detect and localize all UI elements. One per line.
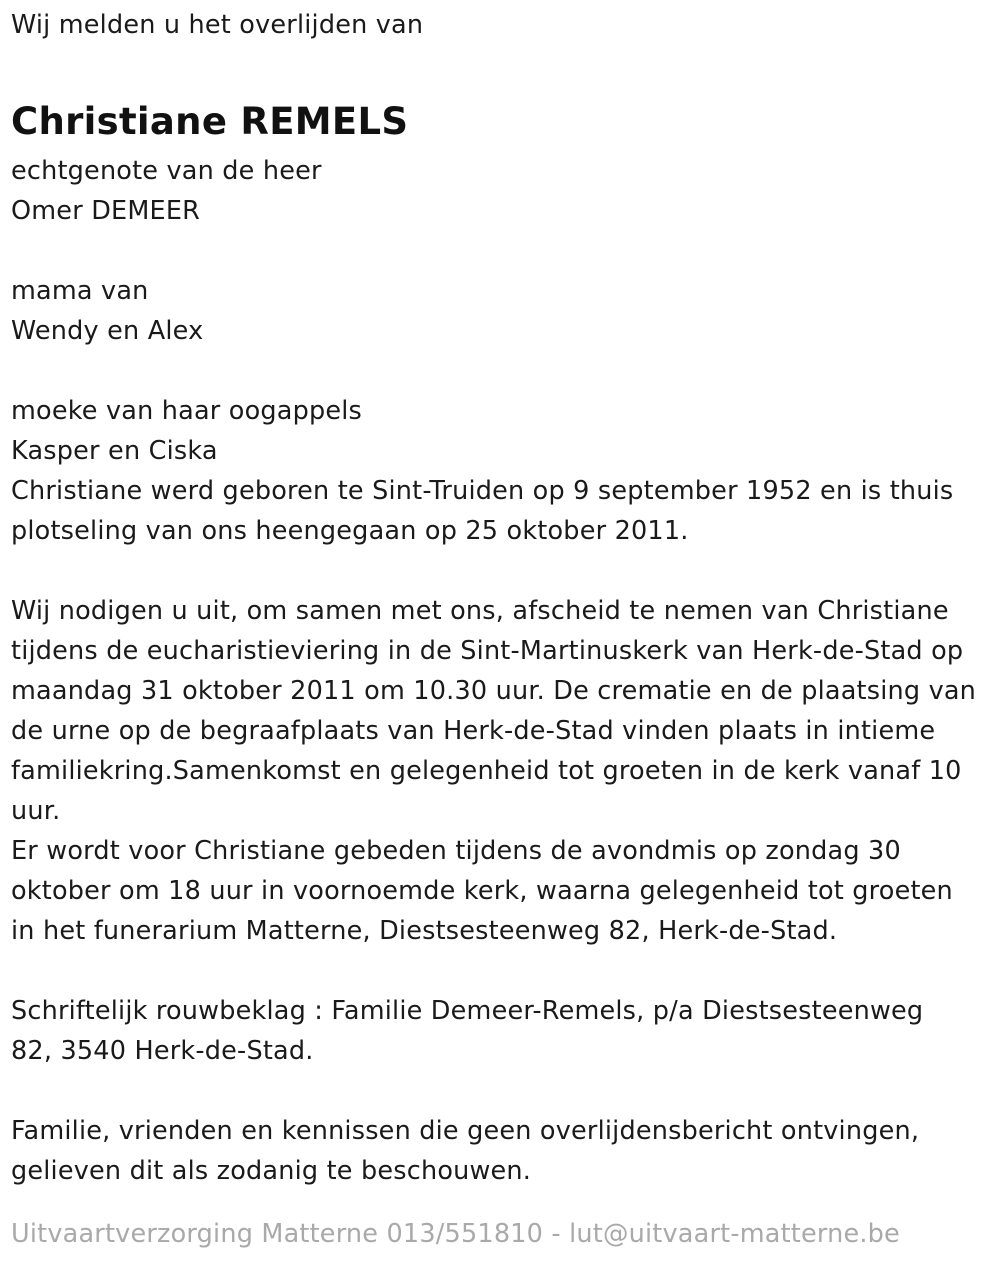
paragraph-line: familiekring.Samenkomst en gelegenheid tot groeten in de kerk vanaf 10 [11, 756, 962, 786]
paragraph-line: de urne op de begraafplaats van Herk-de-Stad vinden plaats in intieme [11, 716, 936, 746]
spacer [11, 231, 991, 271]
paragraph-line: Schriftelijk rouwbeklag : Familie Demeer-Remels, p/a Diestsesteenweg [11, 996, 924, 1026]
grandchildren-relation: moeke van haar oogappels [11, 396, 363, 426]
deceased-name: Christiane REMELS [11, 100, 409, 143]
obituary-notice [11, 0, 991, 1191]
spacer [11, 1071, 991, 1111]
paragraph-line: gelieven dit als zodanig te beschouwen. [11, 1156, 532, 1186]
children-relation: mama van [11, 276, 149, 306]
paragraph-line: Christiane werd geboren te Sint-Truiden op 9 september 1952 en is thuis [11, 476, 954, 506]
paragraph-line: tijdens de eucharistieviering in de Sint-Martinuskerk van Herk-de-Stad op [11, 636, 964, 666]
children-names: Wendy en Alex [11, 316, 204, 346]
paragraph-line: maandag 31 oktober 2011 om 10.30 uur. De crematie en de plaatsing van [11, 676, 977, 706]
notice-paragraph [11, 1111, 991, 1191]
paragraph-line: Er wordt voor Christiane gebeden tijdens de avondmis op zondag 30 [11, 836, 901, 866]
funeral-home-footer: Uitvaartverzorging Matterne 013/551810 - lut@uitvaart-matterne.be [11, 1219, 900, 1249]
paragraph-line: Familie, vrienden en kennissen die geen overlijdensbericht ontvingen, [11, 1116, 920, 1146]
ceremony-paragraph [11, 591, 991, 951]
paragraph-line: uur. [11, 796, 61, 826]
spacer [11, 351, 991, 391]
paragraph-line: plotseling van ons heengegaan op 25 oktober 2011. [11, 516, 689, 546]
grandchildren-names: Kasper en Ciska [11, 436, 218, 466]
spouse-name: Omer DEMEER [11, 196, 201, 226]
intro-text: Wij melden u het overlijden van [11, 10, 424, 40]
birth-death-paragraph [11, 471, 991, 551]
condolence-paragraph [11, 991, 991, 1071]
spacer [11, 951, 991, 991]
paragraph-line: 82, 3540 Herk-de-Stad. [11, 1036, 314, 1066]
paragraph-line: oktober om 18 uur in voornoemde kerk, waarna gelegenheid tot groeten [11, 876, 953, 906]
paragraph-line: in het funerarium Matterne, Diestsesteenweg 82, Herk-de-Stad. [11, 916, 838, 946]
spouse-relation: echtgenote van de heer [11, 156, 322, 186]
paragraph-line: Wij nodigen u uit, om samen met ons, afscheid te nemen van Christiane [11, 596, 949, 626]
spacer [11, 551, 991, 591]
